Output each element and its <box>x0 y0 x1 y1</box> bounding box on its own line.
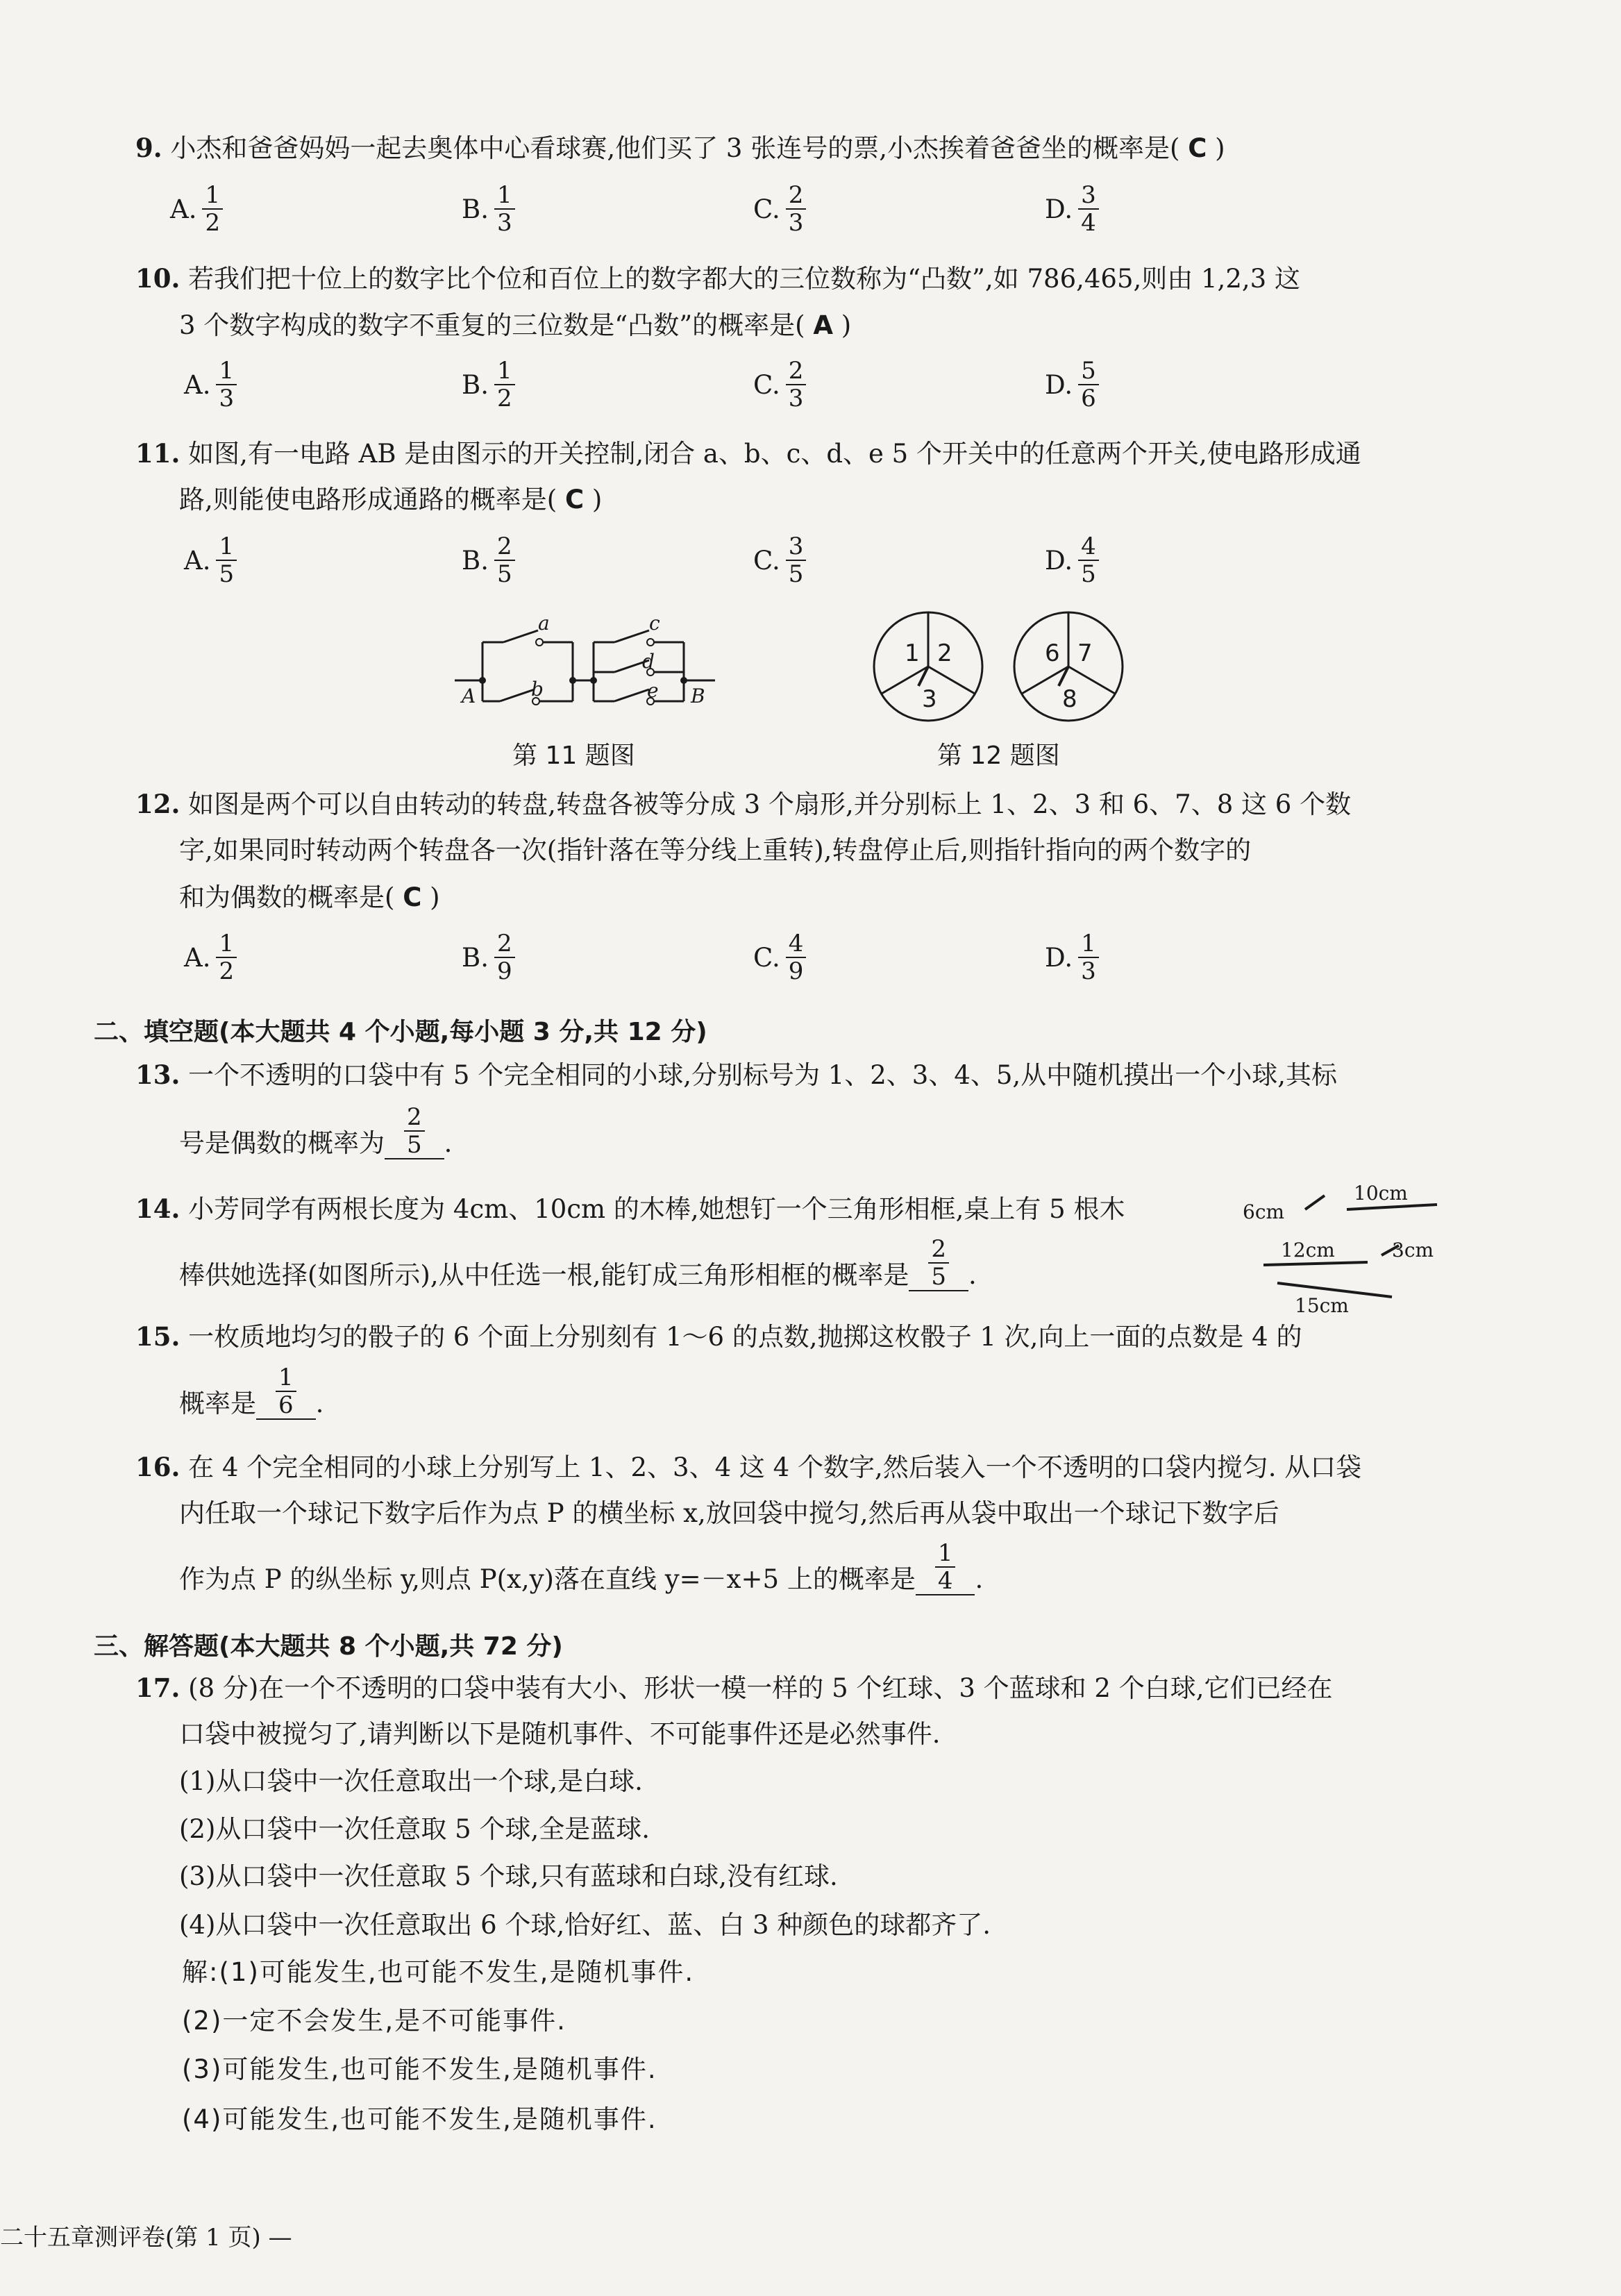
fraction <box>1078 358 1099 412</box>
q17-item-1: (1)从口袋中一次任意取出一个球,是白球. <box>179 1766 643 1796</box>
q14-answer-fraction <box>928 1236 949 1290</box>
q13-number: 13. <box>135 1059 180 1090</box>
q11-option-a <box>184 533 237 587</box>
q11-stem-line1 <box>135 437 1361 470</box>
option-label: B. <box>462 369 489 400</box>
numerator: 4 <box>786 930 807 958</box>
fraction <box>786 930 807 984</box>
stick-label-10cm: 10cm <box>1354 1182 1408 1205</box>
numerator: 1 <box>216 358 237 385</box>
option-label: B. <box>462 194 489 224</box>
numerator: 1 <box>494 182 515 210</box>
q16-answer-blank <box>916 1540 975 1595</box>
q12-stem-line1 <box>135 788 1351 821</box>
circuit-diagram <box>444 611 722 722</box>
stick-label-15cm: 15cm <box>1295 1294 1349 1317</box>
option-label: C. <box>753 545 780 576</box>
numerator: 1 <box>202 182 223 210</box>
q17-stem-line2: 口袋中被搅匀了,请判断以下是随机事件、不可能事件还是必然事件. <box>179 1719 941 1749</box>
q10-option-d <box>1045 358 1099 412</box>
q12-stem-line3 <box>179 882 440 914</box>
q15-answer-fraction <box>276 1364 296 1418</box>
numerator: 1 <box>494 358 515 385</box>
q14-stem-line2 <box>179 1236 977 1291</box>
fraction <box>494 930 515 984</box>
denominator: 3 <box>219 385 235 412</box>
fraction <box>1078 182 1099 236</box>
q11-option-c <box>753 533 806 587</box>
section-fill-in: 二、填空题(本大题共 4 个小题,每小题 3 分,共 12 分) <box>94 1018 707 1046</box>
q10-option-a <box>184 358 237 412</box>
q14-answer-blank <box>909 1236 968 1291</box>
q9-answer: C <box>1188 133 1207 163</box>
denominator: 2 <box>496 385 512 412</box>
q9-option-a <box>170 182 223 236</box>
option-label: D. <box>1045 194 1073 224</box>
q17-item-3: (3)从口袋中一次任意取 5 个球,只有蓝球和白球,没有红球. <box>179 1861 838 1891</box>
fraction <box>1078 533 1099 587</box>
q12-stem-line2 <box>179 835 1251 866</box>
q10-stem-line1 <box>135 262 1300 295</box>
fraction <box>786 182 807 236</box>
numerator: 2 <box>786 358 807 385</box>
q16-text-3: 作为点 P 的纵坐标 y,则点 P(x,y)落在直线 y=－x+5 上的概率是 <box>179 1564 916 1594</box>
denominator: 4 <box>937 1567 953 1595</box>
denominator: 5 <box>931 1263 947 1291</box>
switch-label-e: e <box>647 679 659 702</box>
spinners-caption: 第 12 题图 <box>937 741 1060 770</box>
q10-text: 若我们把十位上的数字比个位和百位上的数字都大的三位数称为“凸数”,如 786,465,则由 1,2,3 这 <box>188 264 1300 294</box>
q14-text: 小芳同学有两根长度为 4cm、10cm 的木棒,她想钉一个三角形相框,桌上有 5 根木 <box>188 1194 1125 1224</box>
q17-solution-2: (2)一定不会发生,是不可能事件. <box>182 2006 566 2036</box>
q9-number: 9. <box>135 133 162 163</box>
denominator: 5 <box>407 1131 422 1159</box>
option-label: C. <box>753 942 780 973</box>
stick-label-6cm: 6cm <box>1243 1200 1285 1223</box>
fraction <box>202 182 223 236</box>
option-label: A. <box>184 369 211 400</box>
fraction <box>1078 930 1099 984</box>
denominator: 9 <box>496 957 512 985</box>
spinner-left-2: 2 <box>937 639 952 667</box>
section-solutions: 三、解答题(本大题共 8 个小题,共 72 分) <box>94 1632 563 1661</box>
q9-option-b <box>462 182 515 236</box>
fraction <box>216 358 237 412</box>
fraction <box>494 533 515 587</box>
numerator: 4 <box>1078 533 1099 561</box>
q16-number: 16. <box>135 1452 180 1482</box>
spinners-diagram <box>871 604 1135 729</box>
numerator: 2 <box>404 1104 425 1132</box>
q16-text: 在 4 个完全相同的小球上分别写上 1、2、3、4 这 4 个数字,然后装入一个不透明的口袋内搅匀. 从口袋 <box>188 1452 1362 1482</box>
denominator: 6 <box>278 1391 294 1419</box>
numerator: 3 <box>1078 182 1099 210</box>
q15-text-2: 概率是 <box>179 1389 256 1418</box>
fraction <box>786 533 807 587</box>
denominator: 2 <box>205 209 221 237</box>
q15-number: 15. <box>135 1321 180 1352</box>
q14-text-2: 棒供她选择(如图所示),从中任选一根,能钉成三角形相框的概率是 <box>179 1260 909 1290</box>
q16-text-2: 内任取一个球记下数字后作为点 P 的横坐标 x,放回袋中搅匀,然后再从袋中取出一个球记下数字后 <box>179 1498 1279 1528</box>
numerator: 2 <box>928 1236 949 1264</box>
node-label-b: B <box>691 685 705 707</box>
q10-option-c <box>753 358 806 412</box>
numerator: 2 <box>494 930 515 958</box>
q13-stem-line1 <box>135 1059 1337 1091</box>
circuit-caption: 第 11 题图 <box>512 741 635 770</box>
q12-option-c <box>753 930 806 984</box>
q12-option-b <box>462 930 515 984</box>
q11-stem-line2 <box>179 484 602 516</box>
q14-stem-line1 <box>135 1193 1125 1225</box>
fraction <box>216 930 237 984</box>
q11-answer: C <box>564 485 585 514</box>
q11-text: 如图,有一电路 AB 是由图示的开关控制,闭合 a、b、c、d、e 5 个开关中的任意两个开关,使电路形成通 <box>188 439 1361 469</box>
fraction <box>786 358 807 412</box>
option-label: B. <box>462 942 489 973</box>
q9-close: ) <box>1215 133 1225 163</box>
q17-item-2: (2)从口袋中一次任意取 5 个球,全是蓝球. <box>179 1814 650 1844</box>
option-label: D. <box>1045 369 1073 400</box>
fraction <box>494 358 515 412</box>
denominator: 9 <box>788 957 804 985</box>
spinner-left-1: 1 <box>905 639 920 667</box>
q16-end: . <box>975 1564 984 1594</box>
numerator: 2 <box>494 533 515 561</box>
q15-stem-line1 <box>135 1321 1302 1353</box>
sticks-diagram <box>1236 1180 1458 1319</box>
stick-label-12cm: 12cm <box>1281 1239 1335 1262</box>
q13-end: . <box>444 1128 453 1158</box>
q13-text: 一个不透明的口袋中有 5 个完全相同的小球,分别标号为 1、2、3、4、5,从中随机摸出一个小球,其标 <box>188 1060 1337 1090</box>
q12-text: 如图是两个可以自由转动的转盘,转盘各被等分成 3 个扇形,并分别标上 1、2、3 和 6、7、8 这 6 个数 <box>188 789 1352 819</box>
spinner-right-6: 6 <box>1045 639 1060 667</box>
node-label-a: A <box>462 685 476 707</box>
page-footer: 二十五章测评卷(第 1 页) — <box>0 2224 292 2252</box>
switch-label-a: a <box>538 612 550 635</box>
q15-end: . <box>315 1389 324 1418</box>
fraction <box>216 533 237 587</box>
spinner-left-3: 3 <box>922 685 937 713</box>
q13-stem-line2 <box>179 1104 452 1159</box>
q17-number: 17. <box>135 1673 180 1703</box>
q10-option-b <box>462 358 515 412</box>
numerator: 5 <box>1078 358 1099 385</box>
denominator: 3 <box>788 209 804 237</box>
q17-item-4: (4)从口袋中一次任意取出 6 个球,恰好红、蓝、白 3 种颜色的球都齐了. <box>179 1910 991 1940</box>
q17-text: (8 分)在一个不透明的口袋中装有大小、形状一模一样的 5 个红球、3 个蓝球和 2 个白球,它们已经在 <box>188 1673 1333 1703</box>
denominator: 5 <box>219 560 235 588</box>
q17-stem-line1 <box>135 1672 1333 1704</box>
q15-text: 一枚质地均匀的骰子的 6 个面上分别刻有 1～6 的点数,抛掷这枚骰子 1 次,向上一面的点数是 4 的 <box>188 1322 1302 1352</box>
numerator: 3 <box>786 533 807 561</box>
q16-stem-line1 <box>135 1451 1361 1484</box>
numerator: 2 <box>786 182 807 210</box>
option-label: A. <box>184 545 211 576</box>
switch-label-d: d <box>642 650 655 673</box>
q10-answer: A <box>813 310 833 340</box>
q12-option-a <box>184 930 237 984</box>
numerator: 1 <box>935 1540 956 1568</box>
q13-answer-fraction <box>404 1104 425 1158</box>
q12-close: ) <box>430 882 440 912</box>
spinner-right-7: 7 <box>1077 639 1093 667</box>
numerator: 1 <box>1078 930 1099 958</box>
q11-text-2: 路,则能使电路形成通路的概率是( <box>179 485 557 514</box>
q9-text: 小杰和爸爸妈妈一起去奥体中心看球赛,他们买了 3 张连号的票,小杰挨着爸爸坐的概率是( <box>170 133 1180 163</box>
option-label: D. <box>1045 545 1073 576</box>
numerator: 1 <box>276 1364 296 1392</box>
q12-option-d <box>1045 930 1099 984</box>
q11-number: 11. <box>135 438 180 469</box>
q17-solution-1: 解:(1)可能发生,也可能不发生,是随机事件. <box>182 1957 695 1987</box>
q14-number: 14. <box>135 1193 180 1224</box>
denominator: 3 <box>1081 957 1096 985</box>
q17-solution-3: (3)可能发生,也可能不发生,是随机事件. <box>182 2054 657 2084</box>
q11-close: ) <box>591 485 603 514</box>
q16-stem-line2 <box>179 1498 1279 1530</box>
q16-stem-line3 <box>179 1540 983 1595</box>
q12-number: 12. <box>135 789 180 819</box>
option-label: A. <box>170 194 197 224</box>
switch-label-b: b <box>531 678 544 701</box>
option-label: C. <box>753 194 780 224</box>
q15-stem-line2 <box>179 1364 324 1420</box>
q9-option-c <box>753 182 806 236</box>
q13-answer-blank <box>385 1104 444 1159</box>
q12-text-2: 字,如果同时转动两个转盘各一次(指针落在等分线上重转),转盘停止后,则指针指向的两个数字的 <box>179 835 1252 865</box>
q14-end: . <box>968 1260 977 1290</box>
q15-answer-blank <box>256 1364 316 1420</box>
denominator: 3 <box>788 385 804 412</box>
q10-number: 10. <box>135 263 180 294</box>
numerator: 1 <box>216 533 237 561</box>
denominator: 4 <box>1081 209 1096 237</box>
fraction <box>494 182 515 236</box>
q11-option-b <box>462 533 515 587</box>
option-label: D. <box>1045 942 1073 973</box>
q11-option-d <box>1045 533 1099 587</box>
switch-label-c: c <box>649 612 660 635</box>
denominator: 5 <box>496 560 512 588</box>
spinner-right-8: 8 <box>1062 685 1077 713</box>
denominator: 3 <box>496 209 512 237</box>
numerator: 1 <box>216 930 237 958</box>
q9-stem <box>135 132 1225 165</box>
q10-stem-line2 <box>179 310 851 342</box>
option-label: A. <box>184 942 211 973</box>
option-label: C. <box>753 369 780 400</box>
q13-text-2: 号是偶数的概率为 <box>179 1128 385 1158</box>
option-label: B. <box>462 545 489 576</box>
q17-solution-4: (4)可能发生,也可能不发生,是随机事件. <box>182 2104 657 2134</box>
q12-answer: C <box>403 882 422 912</box>
q10-text-2: 3 个数字构成的数字不重复的三位数是“凸数”的概率是( <box>179 310 805 340</box>
denominator: 5 <box>788 560 804 588</box>
q10-close: ) <box>841 310 852 340</box>
q9-option-d <box>1045 182 1099 236</box>
denominator: 5 <box>1081 560 1096 588</box>
q16-answer-fraction <box>935 1540 956 1594</box>
q12-text-3: 和为偶数的概率是( <box>179 882 395 912</box>
denominator: 2 <box>219 957 235 985</box>
stick-label-3cm: 3cm <box>1392 1239 1434 1262</box>
denominator: 6 <box>1081 385 1096 412</box>
